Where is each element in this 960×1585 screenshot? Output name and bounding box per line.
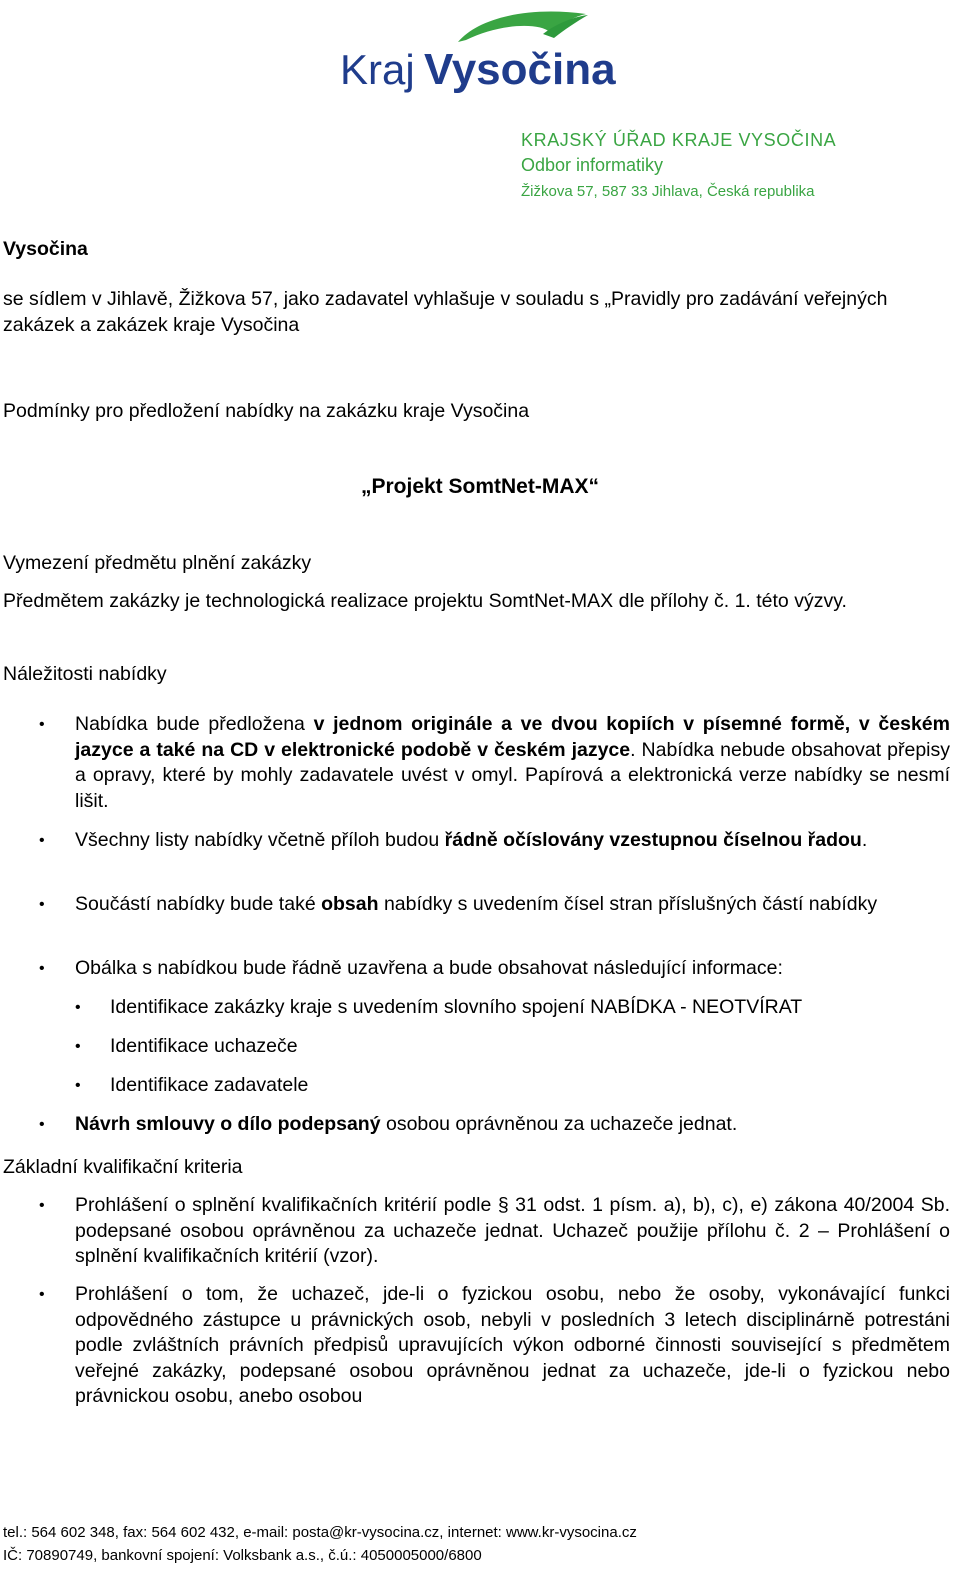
list-item: • Prohlášení o tom, že uchazeč, jde-li o fyzickou osobu, nebo že osoby, vykonávající funkci odpovědného zástupce u právnických osob, nebyli v posledních 3 letech disciplinárně potrestáni podle zvláštních právních předpisů upravujících výkon odborné činnosti související s předmětem veřejné zakázky, podepsané osobou oprávněnou jednat za uchazeče, jde-li o fyzickou nebo právnickou osobu, anebo osobou (75, 1282, 950, 1410)
qualification-heading: Základní kvalifikační kriteria (3, 1156, 243, 1178)
svg-text:Vysočina: Vysočina (424, 45, 616, 94)
office-name: KRAJSKÝ ÚŘAD KRAJE VYSOČINA (521, 130, 837, 150)
sub-list-item: • Identifikace zadavatele (110, 1073, 950, 1098)
list-item: • Všechny listy nabídky včetně příloh budou řádně očíslovány vzestupnou číselnou řadou. (75, 828, 950, 854)
list-item: • Návrh smlouvy o dílo podepsaný osobou oprávněnou za uchazeče jednat. (75, 1112, 950, 1138)
scope-text: Předmětem zakázky je technologická realizace projektu SomtNet-MAX dle přílohy č. 1. této výzvy. (3, 590, 847, 612)
scope-heading: Vymezení předmětu plnění zakázky (3, 552, 312, 574)
sub-list-item: • Identifikace zakázky kraje s uvedením slovního spojení NABÍDKA - NEOTVÍRAT (110, 995, 950, 1020)
footer-contact: tel.: 564 602 348, fax: 564 602 432, e-mail: posta@kr-vysocina.cz, internet: www.kr-vysocina.cz (3, 1524, 637, 1541)
list-item: • Obálka s nabídkou bude řádně uzavřena a bude obsahovat následující informace: (75, 956, 950, 982)
svg-text:Kraj: Kraj (340, 46, 415, 93)
sub-list-item: • Identifikace uchazeče (110, 1034, 950, 1059)
office-department: Odbor informatiky (521, 155, 664, 175)
list-item: • Nabídka bude předložena v jednom originále a ve dvou kopiích v písemné formě, v českém jazyce a také na CD v elektronické podobě v českém jazyce. Nabídka nebude obsahovat přepisy a opravy, které by mohly zadavatele uvést v omyl. Papírová a elektronická verze nabídky se nesmí lišit. (75, 712, 950, 814)
list-item: • Součástí nabídky bude také obsah nabídky s uvedením čísel stran příslušných částí nabídky (75, 892, 950, 918)
list-item: • Prohlášení o splnění kvalifikačních kritérií podle § 31 odst. 1 písm. a), b), c), e) zákona 40/2004 Sb. podepsané osobou oprávněnou za uchazeče jednat. Uchazeč použije přílohu č. 2 – Prohlášení o splnění kvalifikačních kritérií (vzor). (75, 1193, 950, 1270)
doc-heading: Vysočina (3, 238, 88, 260)
intro-text: se sídlem v Jihlavě, Žižkova 57, jako zadavatel vyhlašuje v souladu s „Pravidly pro zadávání veřejných zakázek a zakázek kraje Vysočina (3, 288, 888, 336)
footer-bank: IČ: 70890749, bankovní spojení: Volksbank a.s., č.ú.: 4050005000/6800 (3, 1547, 482, 1564)
office-block (521, 128, 836, 204)
project-title: „Projekt SomtNet-MAX“ (360, 475, 600, 498)
requirements-heading: Náležitosti nabídky (3, 663, 167, 685)
kraj-vysocina-logo (338, 4, 618, 104)
conditions-text: Podmínky pro předložení nabídky na zakázku kraje Vysočina (3, 400, 530, 422)
office-address: Žižkova 57, 587 33 Jihlava, Česká republika (521, 183, 815, 200)
